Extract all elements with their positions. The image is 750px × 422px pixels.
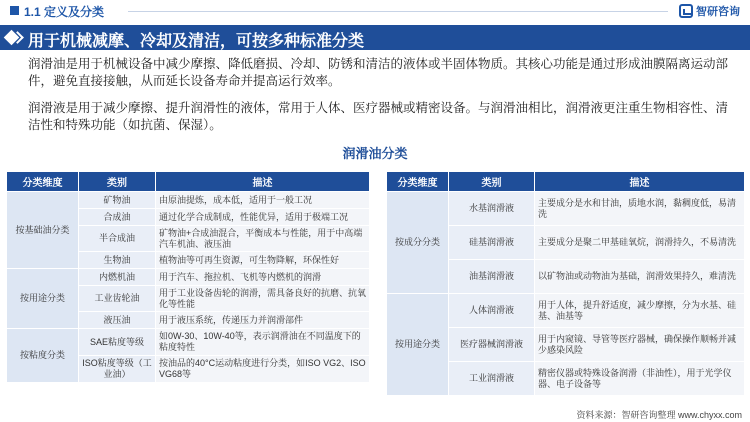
category-cell: 内燃机油 <box>79 269 156 286</box>
group-cell: 按粘度分类 <box>7 329 79 383</box>
header-divider <box>128 11 668 12</box>
description-cell: 如0W-30、10W-40等，表示润滑油在不同温度下的粘度特性 <box>156 329 370 356</box>
group-cell: 按基础油分类 <box>7 192 79 269</box>
column-header: 描述 <box>535 172 745 192</box>
category-cell: ISO粘度等级（工业油） <box>79 356 156 383</box>
section-marker-icon <box>10 6 19 15</box>
definition-paragraph-oil: 润滑油是用于机械设备中减少摩擦、降低磨损、冷却、防锈和清洁的液体或半固体物质。其核心功能是通过形成油膜隔离运动部件，避免直接接触，从而延长设备寿命并提高运行效率。 <box>28 57 729 88</box>
footer <box>0 407 750 422</box>
category-cell: SAE粘度等级 <box>79 329 156 356</box>
table-row <box>7 329 370 356</box>
table-row <box>387 294 745 328</box>
chart-logo-icon <box>679 4 693 18</box>
description-cell: 由原油提炼，成本低，适用于一般工况 <box>156 192 370 209</box>
category-cell: 工业齿轮油 <box>79 286 156 312</box>
category-cell: 工业润滑液 <box>449 362 535 396</box>
fluid-classification-table <box>386 171 745 396</box>
table-title: 润滑油分类 <box>342 146 408 161</box>
source-note: 资料来源：智研咨询整理 www.chyxx.com <box>576 410 742 420</box>
column-header: 类别 <box>449 172 535 192</box>
category-cell: 人体润滑液 <box>449 294 535 328</box>
group-cell: 按用途分类 <box>387 294 449 396</box>
table-row <box>387 192 745 226</box>
table-row <box>7 269 370 286</box>
description-cell: 主要成分是水和甘油，质地水润，黏稠度低，易清洗 <box>535 192 745 226</box>
category-cell: 医疗器械润滑液 <box>449 328 535 362</box>
top-header <box>0 0 750 22</box>
section-title: 1.1 定义及分类 <box>24 5 105 19</box>
description-cell: 矿物油+合成油混合，平衡成本与性能，用于中高端汽车机油、液压油 <box>156 226 370 252</box>
definition-paragraph-fluid: 润滑液是用于减少摩擦、提升润滑性的液体，常用于人体、医疗器械或精密设备。与润滑油相比，润滑液更注重生物相容性、清洁性和特殊功能（如抗菌、保湿）。 <box>28 101 729 132</box>
description-cell: 用于液压系统，传递压力并润滑部件 <box>156 312 370 329</box>
column-header: 分类维度 <box>387 172 449 192</box>
column-header: 描述 <box>156 172 370 192</box>
group-cell: 按用途分类 <box>7 269 79 329</box>
description-cell: 通过化学合成制成，性能优异，适用于极端工况 <box>156 209 370 226</box>
description-cell: 用于汽车、拖拉机、飞机等内燃机的润滑 <box>156 269 370 286</box>
brand-logo <box>679 3 740 19</box>
description-cell: 按油品的40°C运动粘度进行分类，如ISO VG2、ISO VG68等 <box>156 356 370 383</box>
category-cell: 液压油 <box>79 312 156 329</box>
description-cell: 精密仪器或特殊设备润滑（非油性），用于光学仪器、电子设备等 <box>535 362 745 396</box>
column-header: 分类维度 <box>7 172 79 192</box>
description-cell: 植物油等可再生资源，可生物降解，环保性好 <box>156 252 370 269</box>
description-cell: 以矿物油或动物油为基础，润滑效果持久，难清洗 <box>535 260 745 294</box>
table-header-row <box>7 172 370 192</box>
category-cell: 矿物油 <box>79 192 156 209</box>
category-cell: 硅基润滑液 <box>449 226 535 260</box>
headline-banner <box>0 25 750 50</box>
table-row <box>7 192 370 209</box>
table-header-row <box>387 172 745 192</box>
category-cell: 生物油 <box>79 252 156 269</box>
category-cell: 油基润滑液 <box>449 260 535 294</box>
category-cell: 水基润滑液 <box>449 192 535 226</box>
description-cell: 用于工业设备齿轮的润滑，需具备良好的抗磨、抗氧化等性能 <box>156 286 370 312</box>
brand-name: 智研咨询 <box>696 6 740 18</box>
group-cell: 按成分分类 <box>387 192 449 294</box>
description-cell: 用于人体，提升舒适度，减少摩擦，分为水基、硅基、油基等 <box>535 294 745 328</box>
category-cell: 半合成油 <box>79 226 156 252</box>
description-cell: 用于内窥镜、导管等医疗器械，确保操作顺畅并减少感染风险 <box>535 328 745 362</box>
description-cell: 主要成分是聚二甲基硅氧烷，润滑持久，不易清洗 <box>535 226 745 260</box>
headline-title: 用于机械减摩、冷却及清洁，可按多种标准分类 <box>28 33 365 50</box>
column-header: 类别 <box>79 172 156 192</box>
category-cell: 合成油 <box>79 209 156 226</box>
oil-classification-table <box>6 171 370 383</box>
